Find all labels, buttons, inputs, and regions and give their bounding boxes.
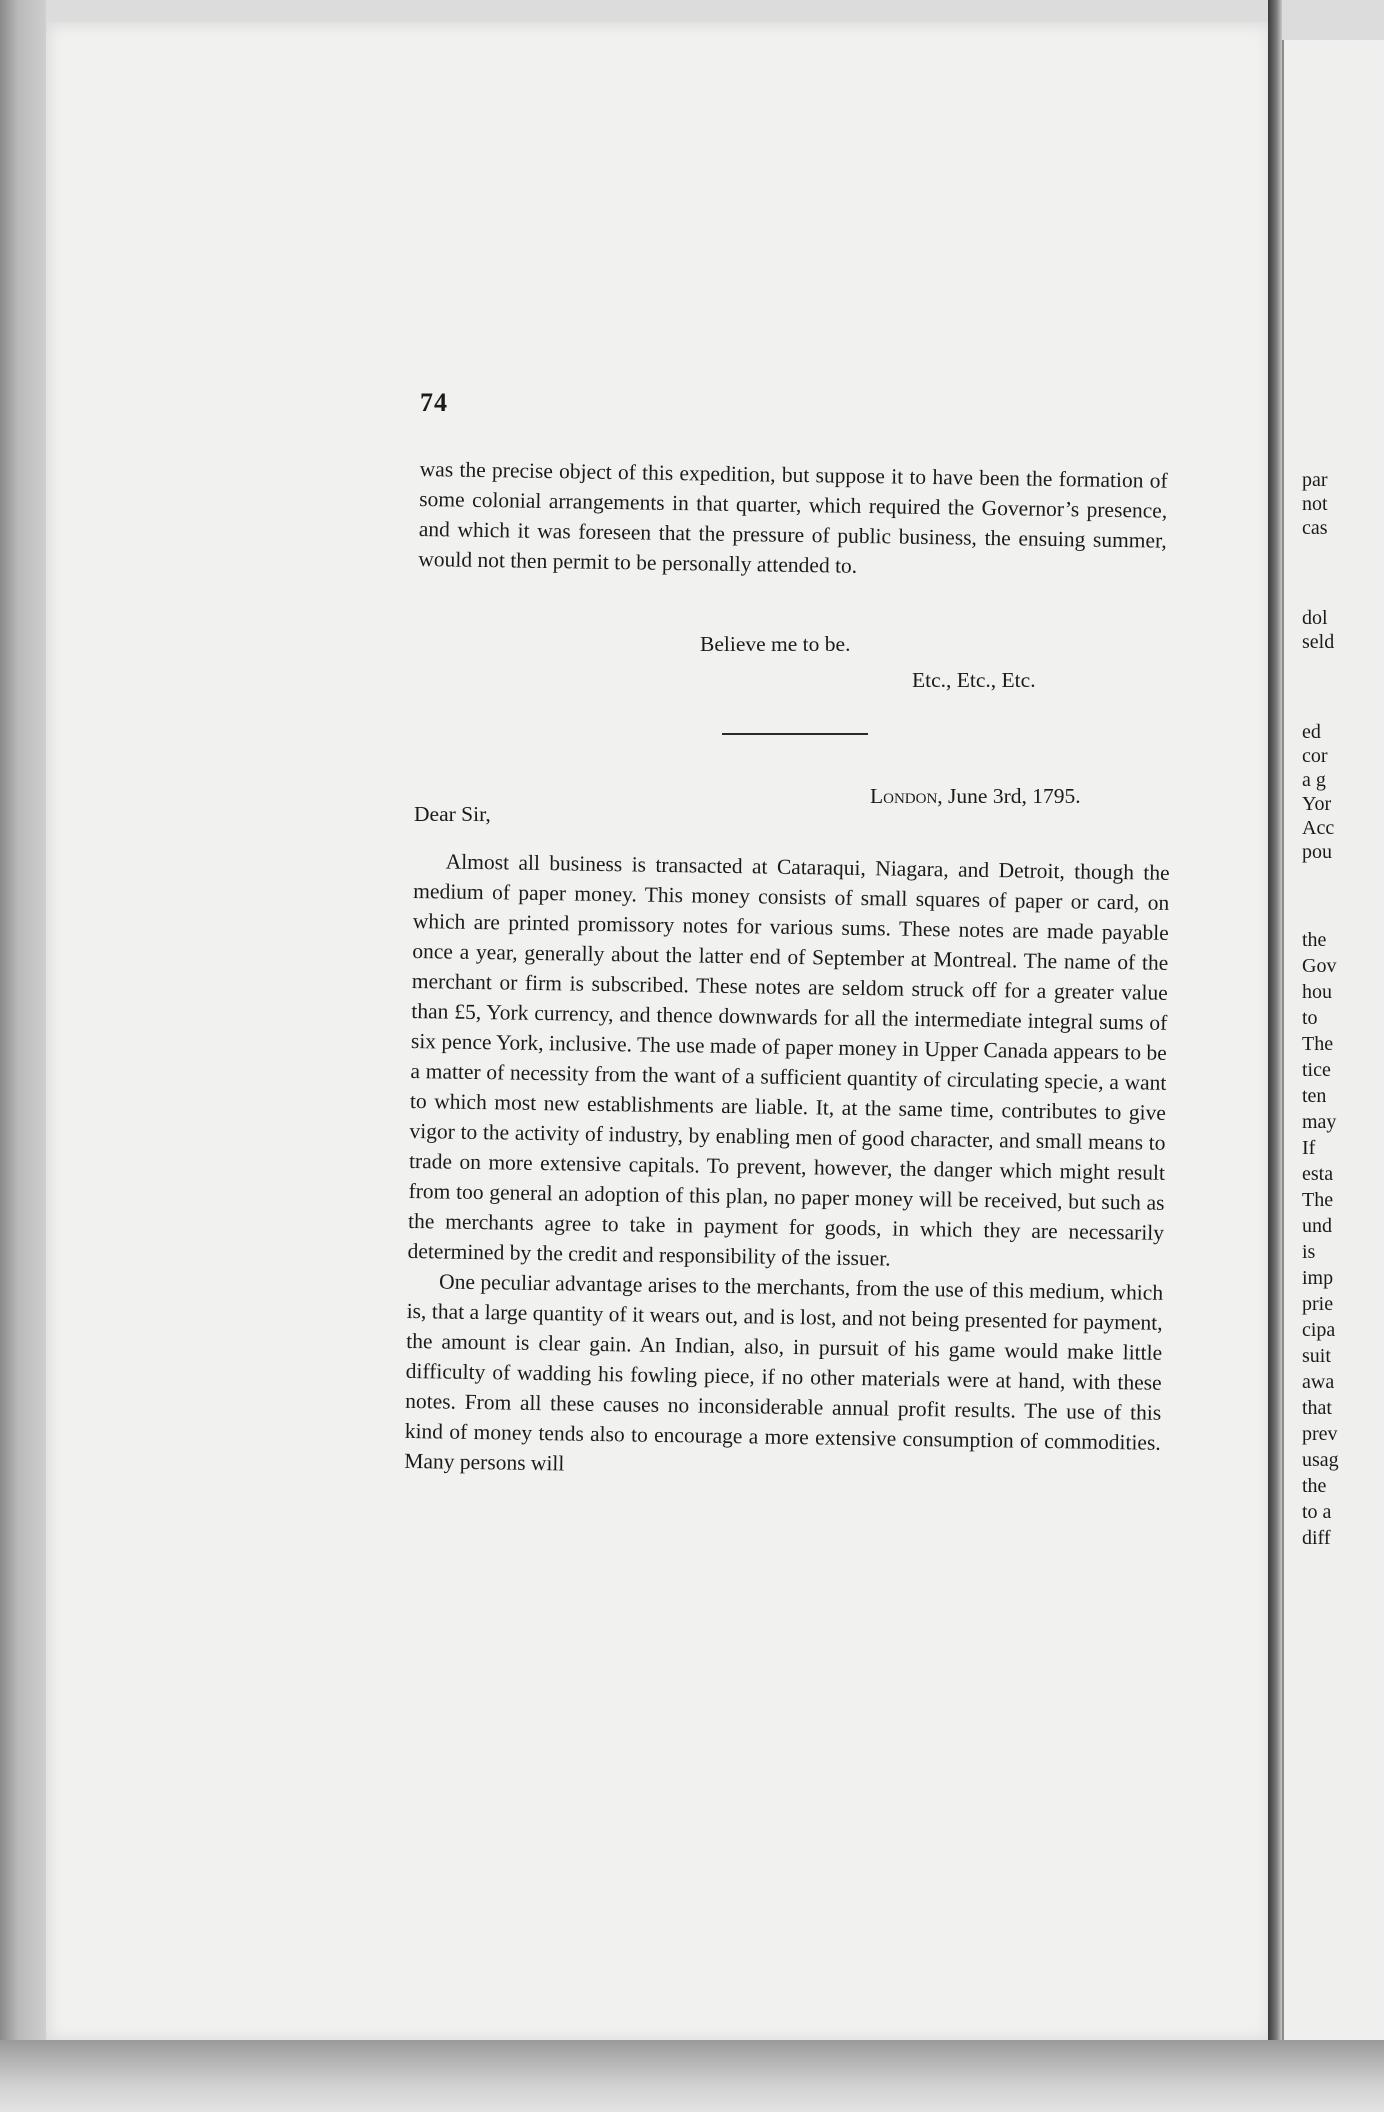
closing-etc: Etc., Etc., Etc. [912,668,1036,692]
facing-fragment: is [1302,1241,1316,1263]
letter-paragraph-2: One peculiar advantage arises to the merchants, from the use of this medium, which is, that a large quantity of it wears out, and is lost, and not being presented for payment, the amount is clear gain. An Indian, also, in pursuit of his game would make little difficulty of wadding his fowling piece, if no other materials were at hand, with these notes. From all these causes no inconsiderable annual profit results. The use of this kind of money tends also to encourage a more extensive consumption of commodities. Many persons will [404,1269,1164,1476]
facing-fragment: the [1302,929,1327,951]
facing-fragment: und [1302,1215,1332,1237]
continuation-text-block [418,454,1168,586]
continuation-paragraph: was the precise object of this expedition, but suppose it to have been the formation of some colonial arrangements in that quarter, which required the Governor’s presence, and which it was foreseen that the pressure of public business, the ensuing summer, would not then permit to be personally attended to. [418,456,1168,578]
facing-fragment: to [1302,1007,1318,1029]
facing-fragment: ed [1302,721,1321,743]
facing-fragment: prie [1302,1293,1334,1315]
facing-fragment: Gov [1302,955,1337,977]
closing-line: Believe me to be. [700,632,851,656]
facing-fragment: par [1302,469,1328,491]
facing-fragment: dol [1302,607,1328,629]
facing-fragment: ten [1302,1085,1327,1107]
facing-fragment: pou [1302,841,1332,863]
dateline-date: June 3rd, 1795. [942,784,1081,808]
facing-fragment: not [1302,493,1328,515]
facing-fragment: a g [1302,769,1326,791]
letter-body [404,846,1170,1488]
section-divider [722,733,868,735]
dateline-place: London, [870,784,943,808]
facing-fragment: tice [1302,1059,1331,1081]
letter-dateline [870,784,1081,809]
letter-paragraph-1: Almost all business is transacted at Cataraqui, Niagara, and Detroit, though the medium of paper money. This money consists of small squares of paper or card, on which are printed promissory notes for various sums. These notes are made payable once a year, generally about the latter end of September at Montreal. The name of the merchant or firm is subscribed. These notes are seldom struck off for a greater value than £5, York currency, and thence downwards for all the intermediate integral sums of six pence York, inclusive. The use made of paper money in Upper Canada appears to be a matter of necessity from the want of a sufficient quantity of circulating specie, a want to which most new establishments are liable. It, at the same time, contributes to give vigor to the activity of industry, by enabling men of good character, and small means to trade on more extensive capitals. To prevent, however, the danger which might result from too general an adoption of this plan, no paper money will be received, but such as the merchants agree to take in payment for goods, in which they are necessarily determined by the credit and responsibility of the issuer. [407,849,1170,1271]
facing-fragment: cipa [1302,1319,1336,1341]
scan-bottom-edge [0,2040,1384,2112]
facing-fragment: to a [1302,1501,1332,1523]
facing-fragment: Acc [1302,817,1335,839]
facing-fragment: esta [1302,1163,1334,1185]
facing-page [1282,40,1384,2050]
facing-fragment: hou [1302,981,1332,1003]
facing-fragment: the [1302,1475,1327,1497]
facing-fragment: cor [1302,745,1328,767]
facing-fragment: diff [1302,1527,1331,1549]
facing-fragment: prev [1302,1423,1338,1445]
book-gutter [1268,0,1282,2112]
letter-salutation: Dear Sir, [414,802,491,826]
facing-fragment: may [1302,1111,1337,1133]
facing-fragment: The [1302,1033,1334,1055]
facing-fragment: seld [1302,631,1335,653]
facing-fragment: usag [1302,1449,1339,1471]
facing-fragment: cas [1302,517,1328,539]
facing-fragment: If [1302,1137,1316,1159]
facing-fragment: that [1302,1397,1332,1419]
facing-fragment: Yor [1302,793,1332,815]
page-number: 74 [420,388,448,417]
scan-left-edge [0,0,46,2112]
facing-fragment: awa [1302,1371,1335,1393]
facing-fragment: imp [1302,1267,1334,1289]
facing-fragment: The [1302,1189,1334,1211]
facing-fragment: suit [1302,1345,1331,1367]
